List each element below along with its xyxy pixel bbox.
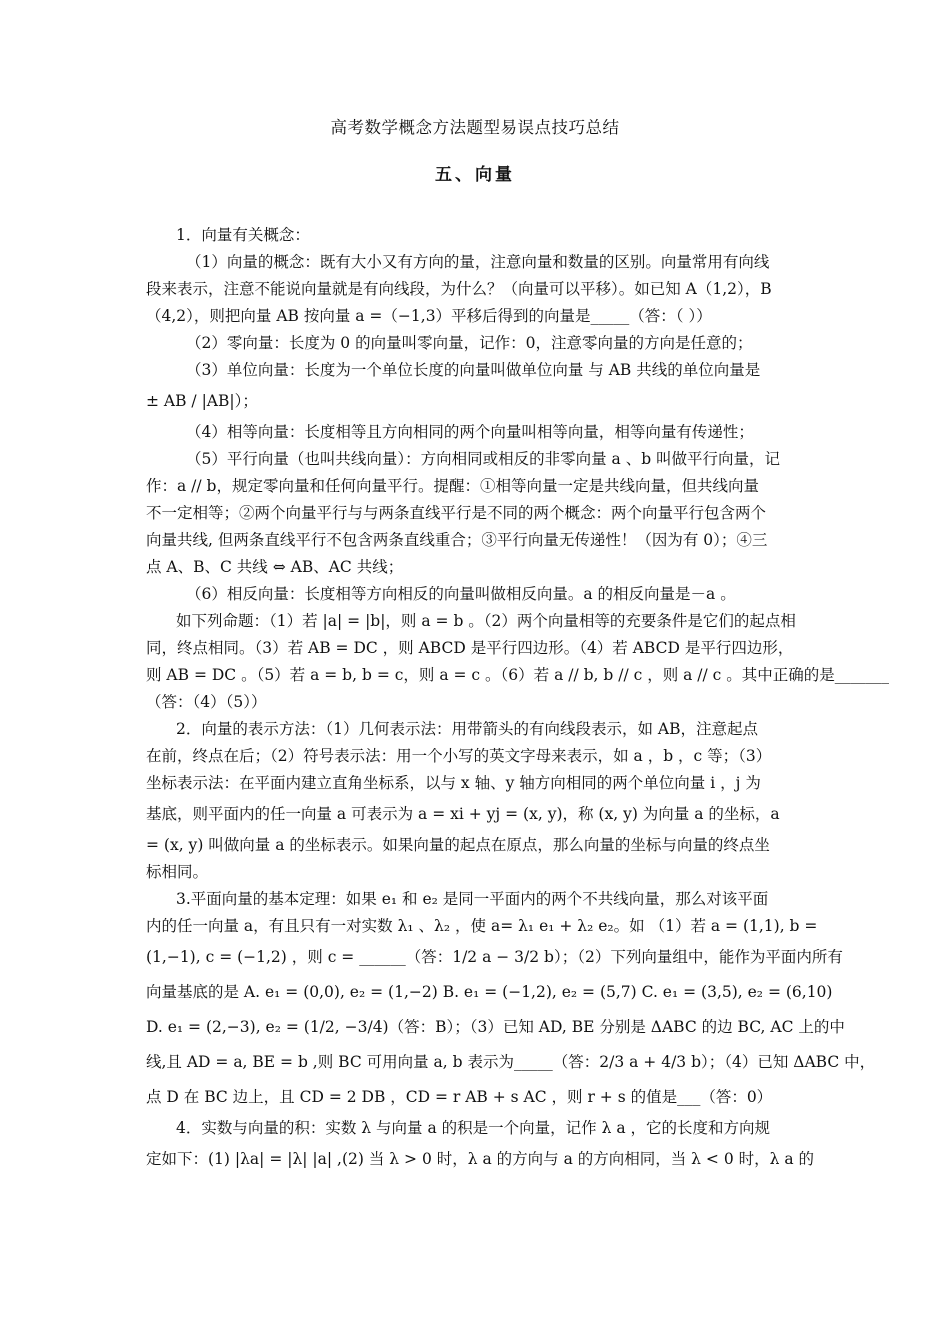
text-line: 作：a // b，规定零向量和任何向量平行。提醒：①相等向量一定是共线向量，但共线向量	[146, 477, 759, 495]
text-line: （5）平行向量（也叫共线向量）：方向相同或相反的非零向量 a 、b 叫做平行向量，记	[186, 450, 781, 468]
text-line: (1,−1), c = (−1,2) ，则 c = ______（答：1/2 a − 3/2 b）；（2）下列向量组中，能作为平面内所有	[146, 948, 843, 966]
text-line: 基底，则平面内的任一向量 a 可表示为 a = xi + yj = (x, y)，称 (x, y) 为向量 a 的坐标，a	[146, 805, 780, 823]
text-line: 则 AB = DC 。（5）若 a = b, b = c，则 a = c 。（6）若 a // b, b // c ，则 a // c 。其中正确的是_______	[146, 666, 890, 684]
document-title: 高考数学概念方法题型易误点技巧总结	[330, 118, 620, 137]
text-line: 向量共线, 但两条直线平行不包含两条直线重合；③平行向量无传递性！（因为有 0）；④三	[146, 531, 768, 549]
text-line: 不一定相等；②两个向量平行与与两条直线平行是不同的两个概念：两个向量平行包含两个	[146, 504, 767, 522]
heading-vector-representation: 2．向量的表示方法：（1）几何表示法：用带箭头的有向线段表示，如 AB，注意起点	[176, 720, 758, 738]
text-line: 内的任一向量 a，有且只有一对实数 λ₁ 、λ₂ ，使 a= λ₁ e₁ + λ₂ e₂。如 （1）若 a = (1,1), b =	[146, 917, 818, 935]
text-line: （2）零向量：长度为 0 的向量叫零向量，记作：0，注意零向量的方向是任意的；	[186, 334, 753, 352]
text-line: = (x, y) 叫做向量 a 的坐标表示。如果向量的起点在原点，那么向量的坐标与向量的终点坐	[146, 836, 770, 854]
text-line: 标相同。	[146, 863, 209, 881]
text-line: 坐标表示法：在平面内建立直角坐标系，以与 x 轴、y 轴方向相同的两个单位向量 i ，j 为	[146, 774, 761, 792]
text-line: 向量基底的是 A. e₁ = (0,0), e₂ = (1,−2) B. e₁ = (−1,2), e₂ = (5,7) C. e₁ = (3,5), e₂ = (6,10)	[146, 983, 833, 1001]
text-line: 点 A、B、C 共线 ⇔ AB、AC 共线；	[146, 558, 404, 576]
heading-basis-theorem: 3.平面向量的基本定理：如果 e₁ 和 e₂ 是同一平面内的两个不共线向量，那么对该平面	[176, 890, 769, 908]
text-line: 点 D 在 BC 边上，且 CD = 2 DB ，CD = r AB + s AC ，则 r + s 的值是___（答：0）	[146, 1088, 773, 1106]
section-title: 五、向量	[435, 165, 515, 185]
text-line: 如下列命题：（1）若 |a| = |b|，则 a = b 。（2）两个向量相等的充要条件是它们的起点相	[176, 612, 796, 630]
text-line: 线,且 AD = a, BE = b ,则 BC 可用向量 a, b 表示为_____（答：2/3 a + 4/3 b）；（4）已知 ΔABC 中，	[146, 1053, 876, 1071]
text-line: 段来表示，注意不能说向量就是有向线段，为什么？（向量可以平移）。如已知 A（1,2），B	[146, 280, 772, 298]
text-line: 同，终点相同。（3）若 AB = DC ，则 ABCD 是平行四边形。（4）若 ABCD 是平行四边形，	[146, 639, 794, 657]
text-line: （6）相反向量：长度相等方向相反的向量叫做相反向量。a 的相反向量是－a 。	[186, 585, 736, 603]
heading-scalar-product: 4．实数与向量的积：实数 λ 与向量 a 的积是一个向量，记作 λ a ，它的长度和方向规	[176, 1119, 770, 1137]
text-line: （答：（4）（5））	[146, 693, 267, 711]
text-line: （1）向量的概念：既有大小又有方向的量，注意向量和数量的区别。向量常用有向线	[186, 253, 770, 271]
text-line: 在前，终点在后；（2）符号表示法：用一个小写的英文字母来表示，如 a ，b ，c 等；（3）	[146, 747, 772, 765]
text-line: 定如下：(1) |λa| = |λ| |a| ,(2) 当 λ > 0 时，λ a 的方向与 a 的方向相同，当 λ < 0 时，λ a 的	[146, 1150, 815, 1168]
text-line: ± AB / |AB|）；	[146, 392, 258, 410]
text-line: （4）相等向量：长度相等且方向相同的两个向量叫相等向量，相等向量有传递性；	[186, 423, 754, 441]
heading-vector-concepts: 1．向量有关概念：	[176, 226, 310, 244]
document-body	[146, 222, 890, 1177]
text-line: （3）单位向量：长度为一个单位长度的向量叫做单位向量 与 AB 共线的单位向量是	[186, 361, 761, 379]
text-line: D. e₁ = (2,−3), e₂ = (1/2, −3/4)（答：B）；（3）已知 AD, BE 分别是 ΔABC 的边 BC, AC 上的中	[146, 1018, 845, 1036]
text-line: （4,2），则把向量 AB 按向量 a =（−1,3）平移后得到的向量是_____（答：（ ））	[146, 307, 712, 325]
